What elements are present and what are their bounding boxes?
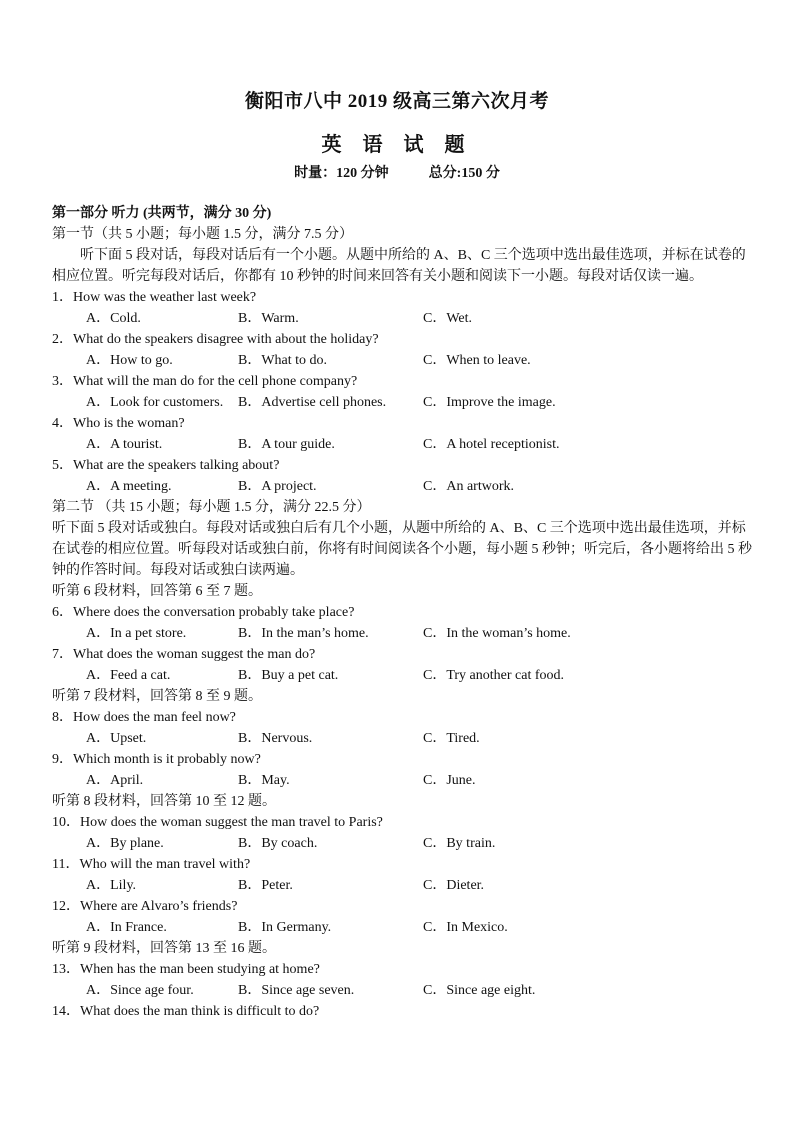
- option-b: B．A project.: [238, 479, 317, 494]
- option-a: A．Look for customers.: [86, 395, 224, 410]
- question-4: 4．Who is the woman?: [52, 416, 185, 431]
- question-3: 3．What will the man do for the cell phone company?: [52, 374, 358, 389]
- options-10: [52, 833, 752, 854]
- option-b: B．What to do.: [238, 353, 328, 368]
- option-c: C．Since age eight.: [423, 983, 536, 998]
- option-a: A．April.: [86, 773, 144, 788]
- question-12: 12．Where are Alvaro’s friends?: [52, 899, 238, 914]
- option-c: C．Tired.: [423, 731, 480, 746]
- options-9: [52, 770, 752, 791]
- section1-heading: 第一节（共 5 小题；每小题 1.5 分，满分 7.5 分）: [52, 227, 353, 242]
- option-b: B．By coach.: [238, 836, 318, 851]
- option-c: C．Improve the image.: [423, 395, 556, 410]
- exam-meta: [52, 162, 742, 182]
- question-14: 14．What does the man think is difficult to do?: [52, 1004, 320, 1019]
- question-5: 5．What are the speakers talking about?: [52, 458, 280, 473]
- material-7-note: 听第 7 段材料，回答第 8 至 9 题。: [52, 689, 262, 704]
- option-a: A．A meeting.: [86, 479, 172, 494]
- option-c: C．By train.: [423, 836, 496, 851]
- option-c: C．In the woman’s home.: [423, 626, 571, 641]
- option-c: C．Try another cat food.: [423, 668, 565, 683]
- option-a: A．Upset.: [86, 731, 147, 746]
- option-c: C．Dieter.: [423, 878, 485, 893]
- option-c: C．A hotel receptionist.: [423, 437, 560, 452]
- option-a: A．In France.: [86, 920, 167, 935]
- option-b: B．Peter.: [238, 878, 293, 893]
- question-11: 11．Who will the man travel with?: [52, 857, 251, 872]
- options-11: [52, 875, 752, 896]
- section2-instructions: 听下面 5 段对话或独白。每段对话或独白后有几个小题，从题中所给的 A、B、C 三个选项中选出最佳选项，并标在试卷的相应位置。听每段对话或独白前，你将有时间阅读各个小题，每小题 5 秒钟；听完后，各小题将给出 5 秒钟的作答时间。每段对话或独白读两遍。: [52, 521, 752, 578]
- option-c: C．Wet.: [423, 311, 473, 326]
- options-2: [52, 350, 752, 371]
- section1-instructions: 听下面 5 段对话，每段对话后有一个小题。从题中所给的 A、B、C 三个选项中选出最佳选项，并标在试卷的相应位置。听完每段对话后，你都有 10 秒钟的时间来回答有关小题和阅读下一小题。每段对话仅读一遍。: [52, 248, 746, 284]
- question-10: 10．How does the woman suggest the man travel to Paris?: [52, 815, 383, 830]
- option-a: A．A tourist.: [86, 437, 163, 452]
- option-a: A．In a pet store.: [86, 626, 187, 641]
- option-b: B．Buy a pet cat.: [238, 668, 339, 683]
- question-13: 13．When has the man been studying at home?: [52, 962, 320, 977]
- question-8: 8．How does the man feel now?: [52, 710, 236, 725]
- option-a: A．Feed a cat.: [86, 668, 171, 683]
- question-6: 6．Where does the conversation probably take place?: [52, 605, 355, 620]
- option-a: A．Cold.: [86, 311, 141, 326]
- total-score: 总分:150 分: [428, 166, 500, 181]
- option-c: C．In Mexico.: [423, 920, 508, 935]
- exam-subtitle: 英 语 试 题: [321, 134, 473, 156]
- option-a: A．How to go.: [86, 353, 173, 368]
- material-6-note: 听第 6 段材料，回答第 6 至 7 题。: [52, 584, 262, 599]
- options-1: [52, 308, 752, 329]
- option-c: C．When to leave.: [423, 353, 531, 368]
- material-8-note: 听第 8 段材料，回答第 10 至 12 题。: [52, 794, 276, 809]
- option-b: B．In Germany.: [238, 920, 332, 935]
- question-2: 2．What do the speakers disagree with about the holiday?: [52, 332, 379, 347]
- options-13: [52, 980, 752, 1001]
- material-9-note: 听第 9 段材料，回答第 13 至 16 题。: [52, 941, 276, 956]
- options-7: [52, 665, 752, 686]
- question-9: 9．Which month is it probably now?: [52, 752, 261, 767]
- question-7: 7．What does the woman suggest the man do?: [52, 647, 316, 662]
- option-c: C．An artwork.: [423, 479, 514, 494]
- option-b: B．In the man’s home.: [238, 626, 369, 641]
- options-3: [52, 392, 752, 413]
- option-b: B．A tour guide.: [238, 437, 335, 452]
- options-8: [52, 728, 752, 749]
- section2-heading: 第二节 （共 15 小题；每小题 1.5 分，满分 22.5 分）: [52, 500, 371, 515]
- options-5: [52, 476, 752, 497]
- exam-body: [52, 203, 752, 1022]
- part1-heading: 第一部分 听力 (共两节，满分 30 分): [52, 206, 272, 221]
- options-4: [52, 434, 752, 455]
- option-b: B．Advertise cell phones.: [238, 395, 387, 410]
- options-6: [52, 623, 752, 644]
- option-b: B．Nervous.: [238, 731, 313, 746]
- option-a: A．Lily.: [86, 878, 137, 893]
- option-b: B．Warm.: [238, 311, 299, 326]
- question-1: 1．How was the weather last week?: [52, 290, 257, 305]
- exam-title: 衡阳市八中 2019 级高三第六次月考: [244, 91, 549, 112]
- option-b: B．May.: [238, 773, 290, 788]
- option-a: A．Since age four.: [86, 983, 194, 998]
- option-a: A．By plane.: [86, 836, 164, 851]
- time-limit: 时量：120 分钟: [294, 166, 389, 181]
- options-12: [52, 917, 752, 938]
- option-c: C．June.: [423, 773, 476, 788]
- option-b: B．Since age seven.: [238, 983, 355, 998]
